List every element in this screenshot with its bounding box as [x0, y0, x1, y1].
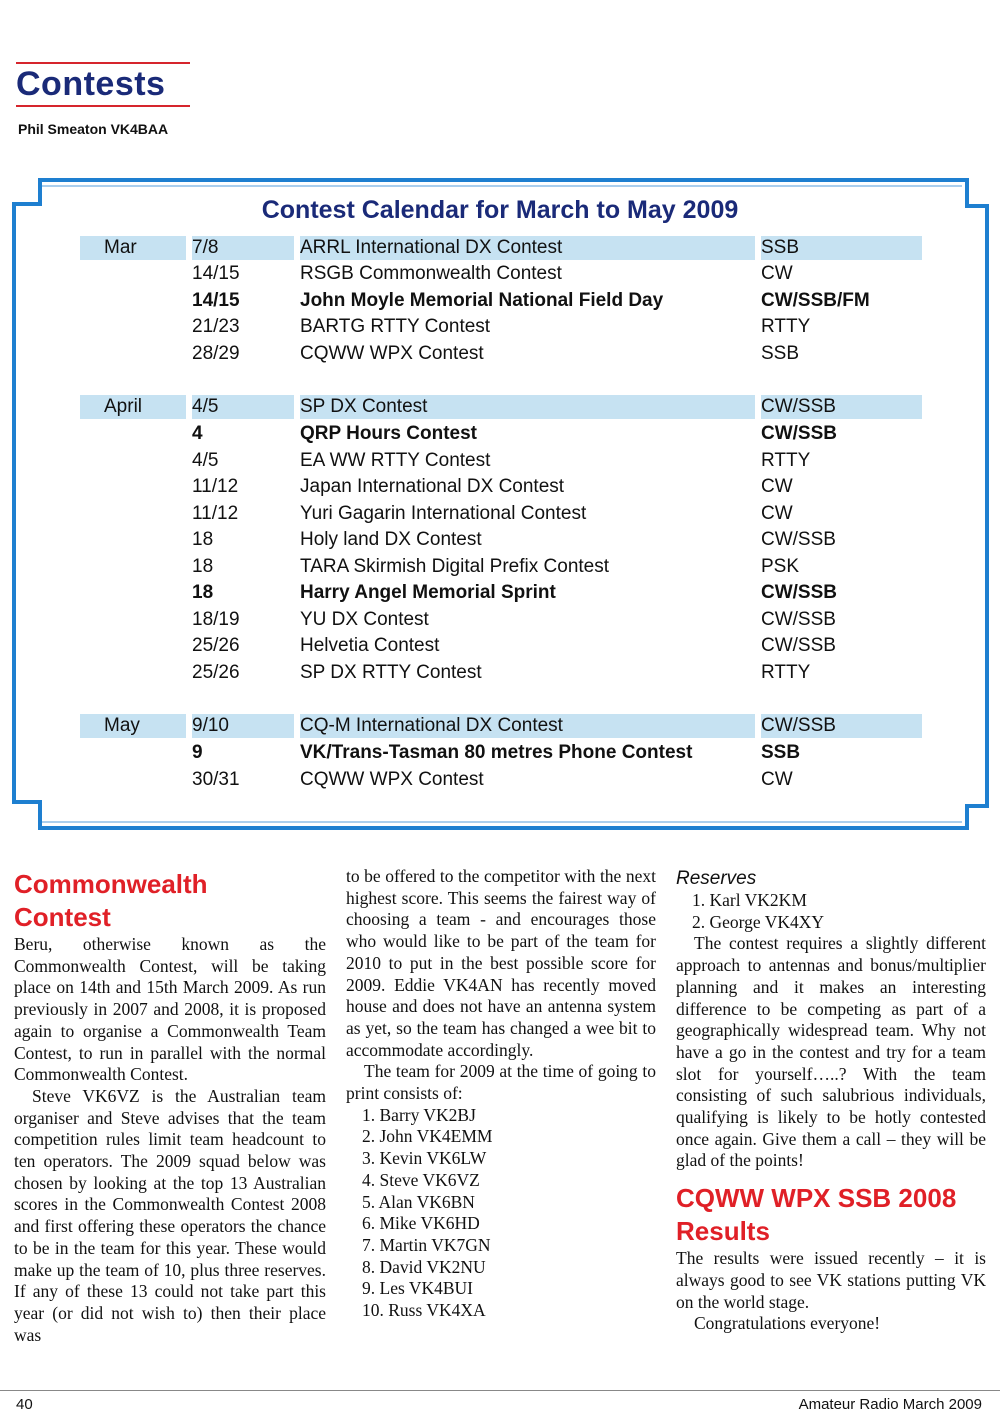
paragraph-approach: The contest requires a slightly different approach to antennas and bonus/multiplier planning and it makes an interesting difference to be competing as part of a geographically widespread team. Why not have a go in the contest and try for a team slot for yourself…..? With the team consisting of such salubrious individuals, qualifying is likely to be hotly contested once again. Give them a call – they will be glad of the points!	[676, 933, 986, 1171]
cqww-heading: CQWW WPX SSB 2008 Results	[676, 1183, 957, 1247]
row-mode: CW/SSB	[761, 609, 836, 630]
row-date: 4/5	[192, 396, 219, 417]
team-member: 10. Russ VK4XA	[362, 1300, 486, 1321]
calendar-row	[80, 634, 922, 658]
row-date: 9/10	[192, 715, 229, 736]
row-mode: CW/SSB/FM	[761, 290, 870, 311]
row-mode: CW/SSB	[761, 582, 837, 603]
calendar-row	[80, 661, 922, 685]
calendar-row	[80, 262, 922, 286]
magazine-title: Amateur Radio March 2009	[798, 1396, 982, 1413]
calendar-row	[80, 422, 922, 446]
reserves-heading: Reserves	[676, 868, 757, 889]
row-mode: CW	[761, 263, 793, 284]
paragraph-results: The results were issued recently – it is always good to see VK stations putting VK on the world stage.	[676, 1248, 986, 1312]
team-member: 9. Les VK4BUI	[362, 1278, 473, 1299]
commonwealth-heading: Commonwealth Contest	[14, 869, 208, 932]
article-column-2	[346, 866, 656, 1322]
calendar-row	[80, 608, 922, 632]
row-date: 18	[192, 556, 214, 577]
row-contest-name: EA WW RTTY Contest	[300, 450, 491, 471]
paragraph-team-intro: The team for 2009 at the time of going to print consists of:	[346, 1061, 656, 1104]
calendar-row	[80, 741, 922, 765]
row-contest-name: Yuri Gagarin International Contest	[300, 503, 587, 524]
row-month: Mar	[104, 237, 137, 258]
row-date: 14/15	[192, 263, 240, 284]
row-contest-name: RSGB Commonwealth Contest	[300, 263, 562, 284]
reserve-member: 2. George VK4XY	[692, 911, 825, 932]
team-member: 2. John VK4EMM	[362, 1126, 493, 1147]
calendar-row	[80, 768, 922, 792]
row-date: 18	[192, 529, 214, 550]
row-date: 14/15	[192, 290, 240, 311]
row-mode: CW/SSB	[761, 715, 836, 736]
row-date: 7/8	[192, 237, 219, 258]
team-member: 1. Barry VK2BJ	[362, 1104, 476, 1125]
row-date: 30/31	[192, 769, 240, 790]
row-date: 11/12	[192, 503, 239, 524]
row-mode: CW	[761, 503, 793, 524]
row-contest-name: SP DX Contest	[300, 396, 428, 417]
row-month: May	[104, 715, 140, 736]
row-contest-name: CQ-M International DX Contest	[300, 715, 563, 736]
row-contest-name: YU DX Contest	[300, 609, 429, 630]
calendar-row	[80, 581, 922, 605]
row-mode: SSB	[761, 742, 801, 763]
calendar-row	[80, 555, 922, 579]
calendar-row	[80, 315, 922, 339]
author-byline: Phil Smeaton VK4BAA	[18, 121, 169, 137]
section-title: Contests	[16, 65, 166, 103]
row-contest-name: VK/Trans-Tasman 80 metres Phone Contest	[300, 742, 693, 763]
row-contest-name: John Moyle Memorial National Field Day	[300, 290, 664, 311]
row-date: 21/23	[192, 316, 240, 337]
paragraph-selection: to be offered to the competitor with the next highest score. This seems the fairest way of choosing a team - and encourages those who would like to be part of the team for 2010 to put in the best possible score for 2009. Eddie VK4AN has recently moved house and does not have an antenna system as yet, so the team has changed a wee bit to accommodate accordingly.	[346, 866, 656, 1060]
page-number: 40	[16, 1396, 33, 1413]
row-date: 18/19	[192, 609, 240, 630]
row-date: 11/12	[192, 476, 239, 497]
row-mode: SSB	[761, 237, 800, 258]
calendar-row	[80, 449, 922, 473]
article-column-3	[676, 868, 986, 1335]
team-member: 4. Steve VK6VZ	[362, 1169, 480, 1190]
header-rule-bottom	[16, 105, 190, 107]
team-member: 7. Martin VK7GN	[362, 1234, 491, 1255]
reserve-member: 1. Karl VK2KM	[692, 890, 807, 910]
row-mode: CW/SSB	[761, 423, 837, 444]
row-mode: RTTY	[761, 450, 811, 471]
row-date: 4/5	[192, 450, 219, 471]
row-mode: PSK	[761, 556, 800, 577]
row-contest-name: TARA Skirmish Digital Prefix Contest	[300, 556, 610, 577]
row-date: 4	[192, 423, 203, 444]
team-list	[346, 1105, 656, 1322]
calendar-row	[80, 714, 922, 738]
row-mode: CW/SSB	[761, 635, 836, 656]
row-date: 28/29	[192, 343, 240, 364]
paragraph-intro: Beru, otherwise known as the Commonwealth Contest, will be taking place on 14th and 15th March 2009. As run previously in 2007 and 2008, it is proposed again to organise a Commonwealth Team Contest, to run in parallel with the normal Commonwealth Contest.	[14, 934, 326, 1085]
row-date: 18	[192, 582, 214, 603]
row-mode: CW/SSB	[761, 529, 836, 550]
row-contest-name: SP DX RTTY Contest	[300, 662, 482, 683]
team-member: 5. Alan VK6BN	[362, 1191, 475, 1212]
row-contest-name: CQWW WPX Contest	[300, 343, 484, 364]
row-contest-name: ARRL International DX Contest	[300, 237, 563, 258]
paragraph-organiser: Steve VK6VZ is the Australian team organiser and Steve advises that the team competition rules limit team headcount to ten operators. The 2009 squad below was chosen by looking at the top 13 Australian scores in the Commonwealth Contest 2008 and first offering these operators the chance to be in the team for this year. These would make up the team of 10, plus three reserves. If any of these 13 could not take part this year (or did not wish to) then their place was	[14, 1085, 326, 1345]
row-mode: RTTY	[761, 316, 811, 337]
paragraph-congratulations: Congratulations everyone!	[694, 1313, 881, 1334]
calendar-row	[80, 475, 922, 499]
row-mode: CW	[761, 769, 793, 790]
row-mode: RTTY	[761, 662, 811, 683]
row-contest-name: Holy land DX Contest	[300, 529, 482, 550]
calendar-row	[80, 502, 922, 526]
row-contest-name: BARTG RTTY Contest	[300, 316, 491, 337]
calendar-row	[80, 342, 922, 366]
row-mode: CW	[761, 476, 793, 497]
row-contest-name: Harry Angel Memorial Sprint	[300, 582, 556, 603]
article-column-1	[14, 868, 326, 1346]
row-contest-name: CQWW WPX Contest	[300, 769, 484, 790]
reserves-list	[676, 890, 986, 933]
row-contest-name: Japan International DX Contest	[300, 476, 565, 497]
calendar-title: Contest Calendar for March to May 2009	[261, 196, 739, 224]
team-member: 8. David VK2NU	[362, 1256, 486, 1277]
row-date: 25/26	[192, 635, 240, 656]
row-date: 25/26	[192, 662, 240, 683]
row-mode: SSB	[761, 343, 800, 364]
row-date: 9	[192, 742, 203, 763]
row-mode: CW/SSB	[761, 396, 836, 417]
footer-rule	[0, 1390, 1000, 1391]
row-month: April	[104, 396, 143, 417]
row-contest-name: QRP Hours Contest	[300, 423, 478, 444]
row-contest-name: Helvetia Contest	[300, 635, 440, 656]
calendar-row	[80, 528, 922, 552]
team-member: 6. Mike VK6HD	[362, 1213, 480, 1234]
calendar-row	[80, 236, 922, 260]
calendar-row	[80, 395, 922, 419]
team-member: 3. Kevin VK6LW	[362, 1148, 487, 1169]
calendar-row	[80, 289, 922, 313]
